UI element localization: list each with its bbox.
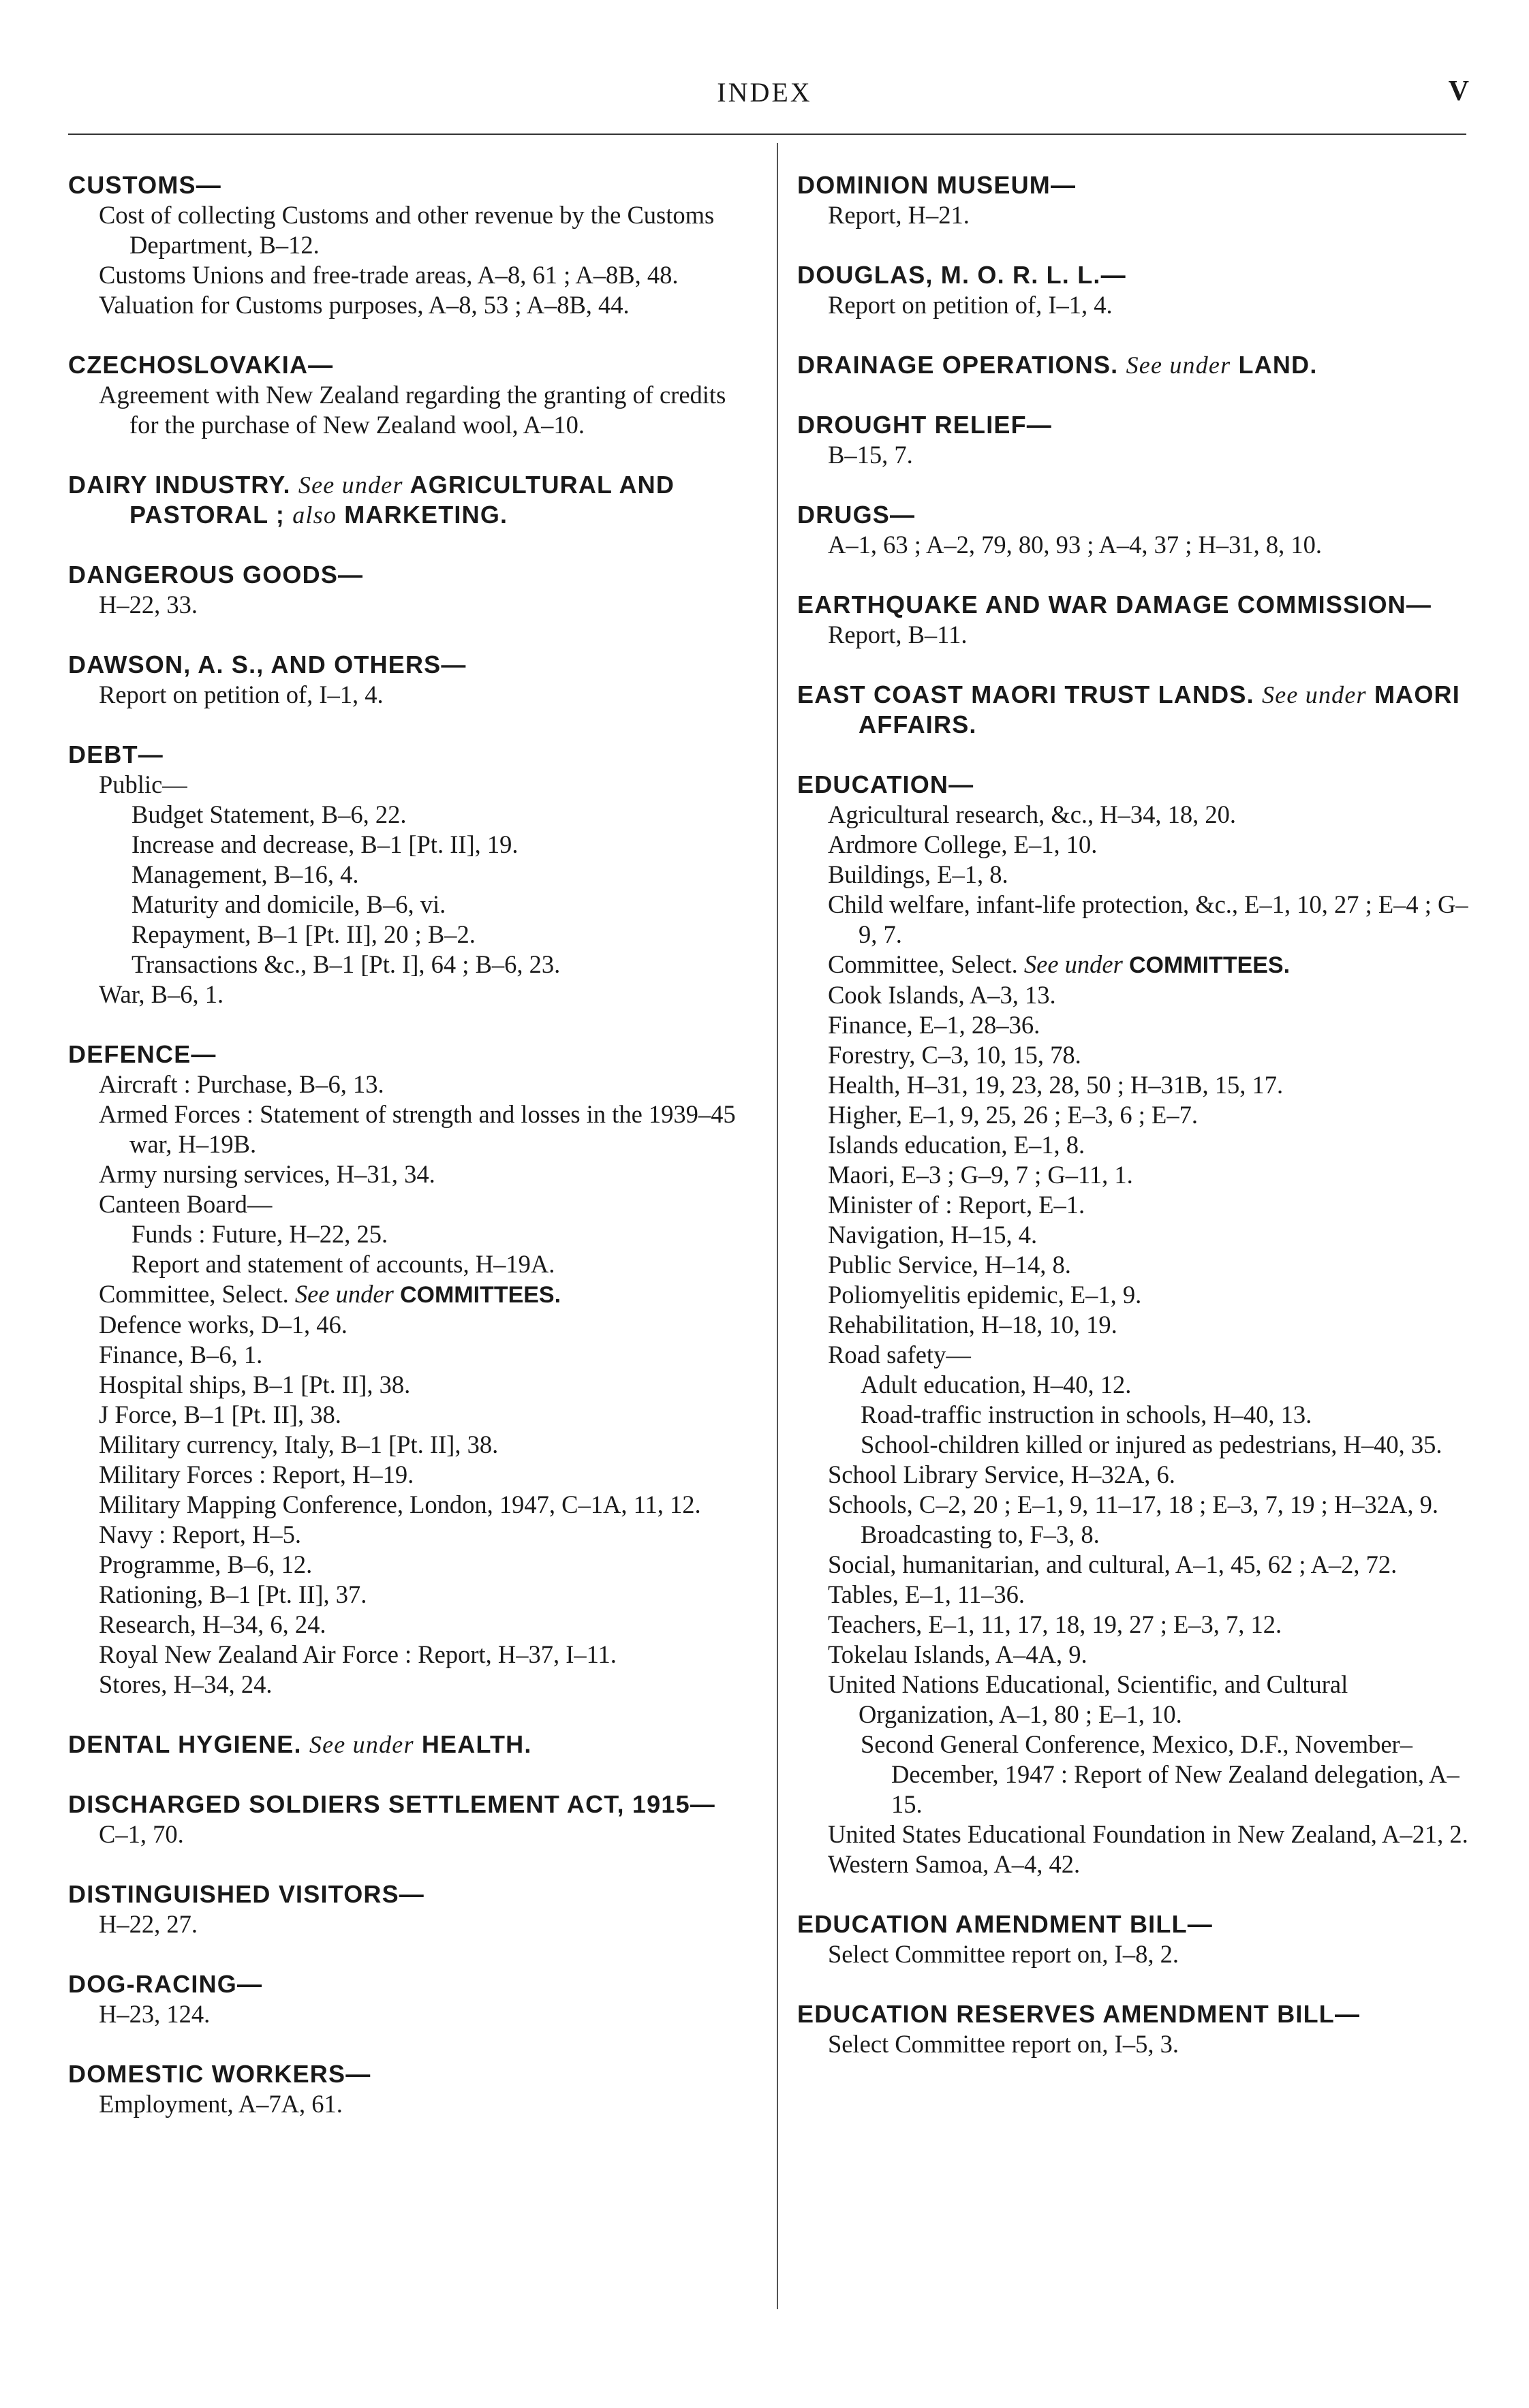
sub-entry — [68, 1099, 750, 1159]
entry-heading — [68, 1039, 750, 1069]
sub-entry — [797, 1070, 1473, 1100]
sub-entry — [68, 1370, 750, 1400]
index-entry — [797, 1999, 1473, 2059]
sub-entry — [797, 1580, 1473, 1610]
sub-entry-text: Committee, Select. — [828, 950, 1018, 978]
sub-entry-text: Adult education, H–40, 12. — [861, 1371, 1132, 1398]
sub-entry-text: H–23, 124. — [99, 2000, 211, 2028]
sub-entry — [101, 890, 750, 920]
sub-entry — [101, 860, 750, 890]
index-entry — [68, 1969, 750, 2029]
sub-entry — [101, 920, 750, 950]
sub-entry — [797, 890, 1473, 950]
index-entry — [68, 740, 750, 1010]
sub-entry — [68, 260, 750, 290]
sub-entry — [797, 1849, 1473, 1879]
entry-heading — [797, 680, 1473, 740]
sub-entry — [797, 1310, 1473, 1340]
sub-entry — [797, 1280, 1473, 1310]
entry-heading — [68, 170, 750, 200]
index-entry — [68, 1879, 750, 1939]
sub-entry-text: Valuation for Customs purposes, A–8, 53 ; A–8B, 44. — [99, 291, 630, 319]
entry-heading — [68, 560, 750, 590]
sub-entry-text: Management, B–16, 4. — [132, 860, 359, 888]
heading-text: DROUGHT RELIEF— — [797, 411, 1052, 439]
entry-heading — [797, 260, 1473, 290]
sub-entry — [68, 770, 750, 800]
sub-entry-text: United Nations Educational, Scientific, and Cultural Organization, A–1, 80 ; E–1, 10. — [828, 1670, 1348, 1728]
entry-heading — [68, 740, 750, 770]
sub-entry — [797, 1220, 1473, 1250]
sub-entry-text: Agricultural research, &c., H–34, 18, 20. — [828, 800, 1237, 828]
sub-entry-text: Agreement with New Zealand regarding the granting of credits for the purchase of New Zealand wool, A–10. — [99, 381, 726, 439]
sub-entry — [797, 1340, 1473, 1370]
sub-entry-text: H–22, 33. — [99, 591, 198, 619]
sub-entry-text: Forestry, C–3, 10, 15, 78. — [828, 1041, 1081, 1069]
entry-heading — [68, 1789, 750, 1819]
sub-entry — [68, 1520, 750, 1550]
sub-entry — [101, 1219, 750, 1249]
sub-entry — [797, 2029, 1473, 2059]
sub-entry-text: J Force, B–1 [Pt. II], 38. — [99, 1401, 341, 1428]
sub-entry-text: Maturity and domicile, B–6, vi. — [132, 890, 446, 918]
heading-text: DISCHARGED SOLDIERS SETTLEMENT ACT, 1915— — [68, 1790, 715, 1818]
sub-entry — [68, 1340, 750, 1370]
sub-entry-text: Military Forces : Report, H–19. — [99, 1460, 414, 1488]
sub-entry-text: Teachers, E–1, 11, 17, 18, 19, 27 ; E–3, 7, 12. — [828, 1610, 1282, 1638]
index-entry — [68, 560, 750, 620]
sub-entry — [68, 1460, 750, 1490]
sub-entry-text: Report on petition of, I–1, 4. — [99, 681, 384, 708]
index-entry — [68, 170, 750, 320]
cross-reference: AGRICULTURAL AND PASTORAL ; — [129, 471, 675, 529]
sub-entry-text: Broadcasting to, F–3, 8. — [861, 1520, 1100, 1548]
sub-entry-text: B–15, 7. — [828, 441, 913, 469]
sub-entry — [797, 1939, 1473, 1969]
sub-entry-text: School Library Service, H–32A, 6. — [828, 1460, 1175, 1488]
sub-entry-text: Schools, C–2, 20 ; E–1, 9, 11–17, 18 ; E–3, 7, 19 ; H–32A, 9. — [828, 1490, 1438, 1518]
sub-entry-text: Armed Forces : Statement of strength and losses in the 1939–45 war, H–19B. — [99, 1100, 736, 1158]
sub-entry — [797, 1490, 1473, 1520]
sub-entry — [68, 2089, 750, 2119]
heading-text: DRAINAGE OPERATIONS. — [797, 351, 1119, 379]
sub-entry — [830, 1370, 1473, 1400]
heading-text: EARTHQUAKE AND WAR DAMAGE COMMISSION— — [797, 591, 1432, 619]
sub-entry-text: Employment, A–7A, 61. — [99, 2090, 343, 2118]
sub-entry-text: Maori, E–3 ; G–9, 7 ; G–11, 1. — [828, 1161, 1133, 1189]
sub-entry — [68, 1999, 750, 2029]
heading-text: DOUGLAS, M. O. R. L. L.— — [797, 261, 1126, 289]
sub-entry — [797, 860, 1473, 890]
heading-text: EDUCATION— — [797, 770, 974, 798]
entry-heading — [68, 650, 750, 680]
sub-entry — [101, 800, 750, 830]
sub-entry — [68, 1580, 750, 1610]
heading-text: CZECHOSLOVAKIA— — [68, 351, 334, 379]
left-column — [68, 170, 750, 2149]
index-entry — [68, 650, 750, 710]
sub-entry — [797, 620, 1473, 650]
sub-entry — [797, 950, 1473, 980]
also-label: also — [292, 501, 337, 529]
sub-entry-text: Tables, E–1, 11–36. — [828, 1580, 1025, 1608]
sub-entry — [797, 830, 1473, 860]
sub-entry — [797, 800, 1473, 830]
sub-entry — [797, 530, 1473, 560]
sub-entry — [68, 1640, 750, 1670]
sub-entry-text: Army nursing services, H–31, 34. — [99, 1160, 435, 1188]
see-under-label: See under — [294, 1280, 394, 1308]
sub-entry — [797, 1640, 1473, 1670]
sub-entry-text: Report, H–21. — [828, 201, 970, 229]
sub-entry-text: Transactions &c., B–1 [Pt. I], 64 ; B–6, 23. — [132, 950, 561, 978]
entry-heading — [797, 590, 1473, 620]
heading-text: DRUGS— — [797, 501, 916, 529]
sub-entry-text: War, B–6, 1. — [99, 980, 224, 1008]
sub-entry — [68, 1159, 750, 1189]
sub-entry-text: Funds : Future, H–22, 25. — [132, 1220, 388, 1248]
entry-heading — [68, 2059, 750, 2089]
sub-entry-text: Islands education, E–1, 8. — [828, 1131, 1085, 1159]
sub-entry — [797, 1460, 1473, 1490]
header-rule — [68, 134, 1466, 135]
sub-entry — [101, 830, 750, 860]
cross-reference: COMMITTEES. — [1128, 952, 1291, 978]
index-entry — [797, 170, 1473, 230]
sub-entry — [68, 200, 750, 260]
entry-heading — [797, 1909, 1473, 1939]
sub-entry-text: United States Educational Foundation in New Zealand, A–21, 2. — [828, 1820, 1468, 1848]
sub-entry-text: Select Committee report on, I–8, 2. — [828, 1940, 1179, 1968]
sub-entry-text: Tokelau Islands, A–4A, 9. — [828, 1640, 1087, 1668]
see-under-label: See under — [1023, 950, 1123, 978]
heading-text: DEFENCE— — [68, 1040, 217, 1068]
sub-entry-text: Minister of : Report, E–1. — [828, 1191, 1085, 1219]
sub-entry — [68, 980, 750, 1010]
heading-text: DAWSON, A. S., AND OTHERS— — [68, 651, 467, 678]
sub-entry-text: Public— — [99, 770, 187, 798]
sub-entry-text: Buildings, E–1, 8. — [828, 860, 1008, 888]
entry-heading — [797, 410, 1473, 440]
sub-entry-text: Health, H–31, 19, 23, 28, 50 ; H–31B, 15, 17. — [828, 1071, 1284, 1099]
sub-entry — [68, 1490, 750, 1520]
sub-entry-text: Second General Conference, Mexico, D.F., November–December, 1947 : Report of New Zealand delegation, A–15. — [861, 1730, 1460, 1818]
heading-text: DANGEROUS GOODS— — [68, 561, 364, 589]
heading-text: EAST COAST MAORI TRUST LANDS. — [797, 681, 1254, 708]
sub-entry — [101, 950, 750, 980]
entry-heading — [797, 500, 1473, 530]
sub-entry-text: Increase and decrease, B–1 [Pt. II], 19. — [132, 830, 519, 858]
sub-entry-text: Finance, B–6, 1. — [99, 1341, 263, 1369]
sub-entry-text: Aircraft : Purchase, B–6, 13. — [99, 1070, 384, 1098]
sub-entry — [68, 1610, 750, 1640]
sub-entry — [68, 1069, 750, 1099]
sub-entry — [68, 380, 750, 440]
sub-entry — [797, 440, 1473, 470]
sub-entry-text: Cook Islands, A–3, 13. — [828, 981, 1056, 1009]
heading-text: DOMESTIC WORKERS— — [68, 2060, 371, 2088]
sub-entry-text: Cost of collecting Customs and other revenue by the Customs Department, B–12. — [99, 201, 715, 259]
entry-heading — [68, 1879, 750, 1909]
index-entry — [797, 680, 1473, 740]
sub-entry-text: Rationing, B–1 [Pt. II], 37. — [99, 1580, 367, 1608]
sub-entry-text: School-children killed or injured as pedestrians, H–40, 35. — [861, 1430, 1442, 1458]
sub-entry-text: Report, B–11. — [828, 621, 968, 648]
sub-entry — [797, 290, 1473, 320]
sub-entry — [797, 1190, 1473, 1220]
heading-text: EDUCATION AMENDMENT BILL— — [797, 1910, 1213, 1938]
cross-reference: MAORI AFFAIRS. — [859, 681, 1460, 738]
index-entry — [68, 1039, 750, 1700]
sub-entry — [68, 1670, 750, 1700]
sub-entry-text: H–22, 27. — [99, 1910, 198, 1938]
see-under-label: See under — [1126, 351, 1231, 379]
index-entry — [797, 260, 1473, 320]
sub-entry — [797, 1130, 1473, 1160]
entry-heading — [797, 770, 1473, 800]
sub-entry-text: Western Samoa, A–4, 42. — [828, 1850, 1081, 1878]
sub-entry-text: Public Service, H–14, 8. — [828, 1251, 1071, 1279]
sub-entry-text: Finance, E–1, 28–36. — [828, 1011, 1040, 1039]
see-under-label: See under — [309, 1731, 414, 1758]
index-entry — [68, 350, 750, 440]
page-title: INDEX — [717, 77, 812, 108]
index-entry — [797, 1909, 1473, 1969]
cross-reference: COMMITTEES. — [399, 1282, 561, 1308]
page-number: V — [1448, 76, 1469, 107]
sub-entry — [68, 1550, 750, 1580]
sub-entry-text: Programme, B–6, 12. — [99, 1550, 313, 1578]
sub-entry-text: Hospital ships, B–1 [Pt. II], 38. — [99, 1371, 411, 1398]
index-entry — [797, 590, 1473, 650]
sub-entry — [68, 680, 750, 710]
entry-heading — [68, 470, 750, 530]
sub-entry-text: Military Mapping Conference, London, 1947, C–1A, 11, 12. — [99, 1490, 701, 1518]
sub-entry-text: C–1, 70. — [99, 1820, 184, 1848]
sub-entry-text: Social, humanitarian, and cultural, A–1, 45, 62 ; A–2, 72. — [828, 1550, 1397, 1578]
sub-entry-text: Higher, E–1, 9, 25, 26 ; E–3, 6 ; E–7. — [828, 1101, 1198, 1129]
sub-entry — [68, 1400, 750, 1430]
sub-entry — [68, 1909, 750, 1939]
sub-entry — [68, 1279, 750, 1310]
entry-heading — [68, 1969, 750, 1999]
index-entry — [68, 470, 750, 530]
sub-entry-text: Poliomyelitis epidemic, E–1, 9. — [828, 1281, 1142, 1309]
sub-entry — [797, 980, 1473, 1010]
sub-entry — [797, 1670, 1473, 1730]
sub-entry — [830, 1430, 1473, 1460]
sub-entry-text: Stores, H–34, 24. — [99, 1670, 273, 1698]
sub-entry — [830, 1400, 1473, 1430]
sub-entry — [797, 1160, 1473, 1190]
cross-reference: HEALTH. — [421, 1730, 532, 1758]
sub-entry — [68, 590, 750, 620]
sub-entry — [68, 290, 750, 320]
sub-entry — [830, 1520, 1473, 1550]
sub-entry — [68, 1430, 750, 1460]
sub-entry-text: Road-traffic instruction in schools, H–40, 13. — [861, 1401, 1312, 1428]
sub-entry-text: Select Committee report on, I–5, 3. — [828, 2030, 1179, 2058]
sub-entry — [797, 200, 1473, 230]
sub-entry-text: Royal New Zealand Air Force : Report, H–37, I–11. — [99, 1640, 617, 1668]
index-entry — [797, 350, 1473, 380]
heading-text: DOMINION MUSEUM— — [797, 171, 1077, 199]
heading-text: EDUCATION RESERVES AMENDMENT BILL— — [797, 2000, 1361, 2028]
sub-entry — [797, 1040, 1473, 1070]
sub-entry-text: Road safety— — [828, 1341, 971, 1369]
sub-entry-text: Report and statement of accounts, H–19A. — [132, 1250, 555, 1278]
sub-entry-text: Report on petition of, I–1, 4. — [828, 291, 1113, 319]
heading-text: DAIRY INDUSTRY. — [68, 471, 291, 499]
see-under-label: See under — [298, 471, 403, 499]
cross-reference: MARKETING. — [344, 501, 508, 529]
sub-entry — [101, 1249, 750, 1279]
sub-entry-text: Ardmore College, E–1, 10. — [828, 830, 1098, 858]
sub-entry-text: Military currency, Italy, B–1 [Pt. II], 38. — [99, 1430, 499, 1458]
sub-entry — [68, 1819, 750, 1849]
sub-entry-text: Child welfare, infant-life protection, &c., E–1, 10, 27 ; E–4 ; G–9, 7. — [828, 890, 1468, 948]
sub-entry — [68, 1189, 750, 1219]
index-entry — [797, 410, 1473, 470]
index-entry — [68, 1789, 750, 1849]
sub-entry-text: Research, H–34, 6, 24. — [99, 1610, 326, 1638]
sub-entry-text: Defence works, D–1, 46. — [99, 1311, 348, 1339]
sub-entry — [797, 1250, 1473, 1280]
heading-text: DOG-RACING— — [68, 1970, 263, 1998]
sub-entry-text: Canteen Board— — [99, 1190, 273, 1218]
column-divider — [777, 143, 778, 2309]
sub-entry-text: Budget Statement, B–6, 22. — [132, 800, 407, 828]
sub-entry-text: Committee, Select. — [99, 1280, 289, 1308]
sub-entry-text: Navy : Report, H–5. — [99, 1520, 302, 1548]
cross-reference: LAND. — [1238, 351, 1318, 379]
sub-entry-text: Customs Unions and free-trade areas, A–8, 61 ; A–8B, 48. — [99, 261, 679, 289]
entry-heading — [797, 1999, 1473, 2029]
heading-text: CUSTOMS— — [68, 171, 221, 199]
heading-text: DEBT— — [68, 740, 164, 768]
sub-entry — [797, 1100, 1473, 1130]
sub-entry-text: Navigation, H–15, 4. — [828, 1221, 1038, 1249]
entry-heading — [68, 350, 750, 380]
entry-heading — [797, 350, 1473, 380]
index-entry — [68, 2059, 750, 2119]
see-under-label: See under — [1262, 681, 1367, 708]
entry-heading — [68, 1730, 750, 1760]
sub-entry — [68, 1310, 750, 1340]
index-entry — [797, 500, 1473, 560]
sub-entry — [797, 1550, 1473, 1580]
sub-entry-text: A–1, 63 ; A–2, 79, 80, 93 ; A–4, 37 ; H–31, 8, 10. — [828, 531, 1322, 559]
sub-entry — [797, 1819, 1473, 1849]
index-entry — [797, 770, 1473, 1879]
sub-entry — [797, 1610, 1473, 1640]
entry-heading — [797, 170, 1473, 200]
right-column — [797, 170, 1473, 2089]
heading-text: DISTINGUISHED VISITORS— — [68, 1880, 425, 1908]
sub-entry-text: Rehabilitation, H–18, 10, 19. — [828, 1311, 1117, 1339]
sub-entry-text: Repayment, B–1 [Pt. II], 20 ; B–2. — [132, 920, 476, 948]
sub-entry — [830, 1730, 1473, 1819]
index-entry — [68, 1730, 750, 1760]
heading-text: DENTAL HYGIENE. — [68, 1730, 302, 1758]
sub-entry — [797, 1010, 1473, 1040]
